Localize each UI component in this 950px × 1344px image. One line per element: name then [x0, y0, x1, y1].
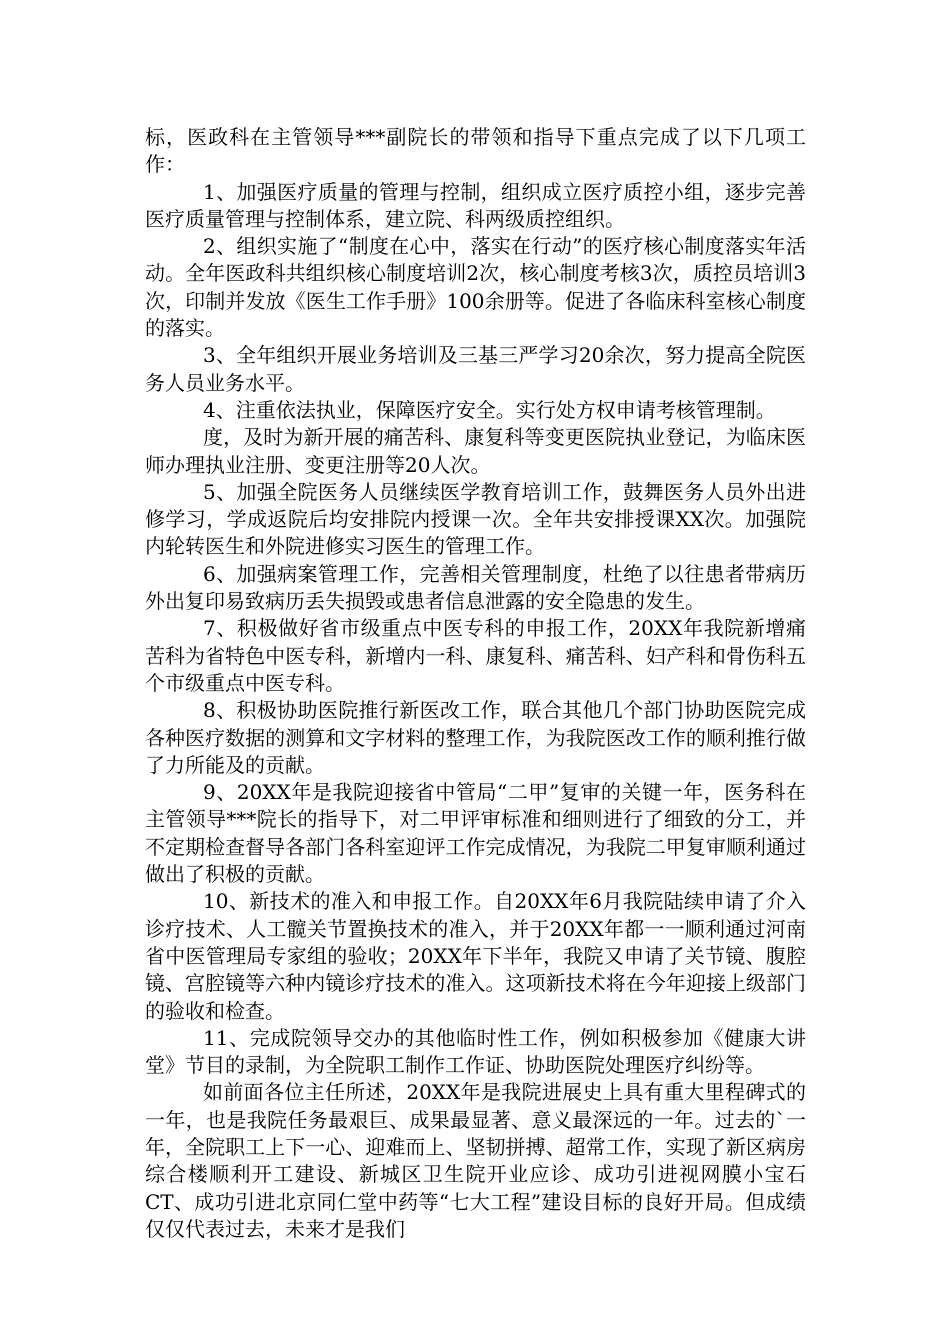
paragraph-item-8: 8、积极协助医院推行新医改工作，联合其他几个部门协助医院完成各种医疗数据的测算和文字材料的整理工作，为我院医改工作的顺利推行做了力所能及的贡献。 [145, 698, 806, 777]
paragraph-summary: 如前面各位主任所述，20XX年是我院进展史上具有重大里程碑式的一年，也是我院任务最艰巨、成果最显著、意义最深远的一年。过去的`一年，全院职工上下一心、迎难而上、坚韧拼搏、超常工作，实现了新区病房综合楼顺利开工建设、新城区卫生院开业应诊、成功引进视网膜小宝石CT、成功引进北京同仁堂中药等“七大工程”建设目标的良好开局。但成绩仅仅代表过去，未来才是我们 [145, 1080, 806, 1241]
paragraph-item-11: 11、完成院领导交办的其他临时性工作，例如积极参加《健康大讲堂》节目的录制，为全院职工制作工作证、协助医院处理医疗纠纷等。 [145, 1025, 806, 1078]
paragraph-item-5: 5、加强全院医务人员继续医学教育培训工作，鼓舞医务人员外出进修学习，学成返院后均安排院内授课一次。全年共安排授课XX次。加强院内轮转医生和外院进修实习医生的管理工作。 [145, 479, 806, 559]
paragraph-item-1: 1、加强医疗质量的管理与控制，组织成立医疗质控小组，逐步完善医疗质量管理与控制体系，建立院、科两级质控组织。 [145, 179, 806, 231]
paragraph-item-6: 6、加强病案管理工作，完善相关管理制度，杜绝了以往患者带病历外出复印易致病历丢失损毁或患者信息泄露的安全隐患的发生。 [145, 561, 806, 614]
paragraph-item-9: 9、20XX年是我院迎接省中管局“二甲”复审的关键一年，医务科在主管领导***院长的指导下，对二甲评审标准和细则进行了细致的分工，并不定期检查督导各部门各科室迎评工作完成情况，为我院二甲复审顺利通过做出了积极的贡献。 [145, 780, 806, 887]
paragraph-item-7: 7、积极做好省市级重点中医专科的申报工作，20XX年我院新增痛苦科为省特色中医专科，新增内一科、康复科、痛苦科、妇产科和骨伤科五个市级重点中医专科。 [145, 616, 806, 695]
paragraph-item-10: 10、新技术的准入和申报工作。自20XX年6月我院陆续申请了介入诊疗技术、人工髋关节置换技术的准入，并于20XX年都一一顺利通过河南省中医管理局专家组的验收；20XX年下半年，我院又申请了关节镜、腹腔镜、宫腔镜等六种内镜诊疗技术的准入。这项新技术将在今年迎接上级部门的验收和检查。 [145, 889, 806, 1023]
paragraph-item-3: 3、全年组织开展业务培训及三基三严学习20余次，努力提高全院医务人员业务水平。 [145, 343, 806, 395]
paragraph-item-2: 2、组织实施了“制度在心中，落实在行动”的医疗核心制度落实年活动。全年医政科共组织核心制度培训2次，核心制度考核3次，质控员培训3次，印制并发放《医生工作手册》100余册等。促进了各临床科室核心制度的落实。 [145, 234, 806, 341]
paragraph-item-4-continued: 度，及时为新开展的痛苦科、康复科等变更医院执业登记，为临床医师办理执业注册、变更注册等20人次。 [145, 425, 806, 477]
paragraph-item-4: 4、注重依法执业，保障医疗安全。实行处方权申请考核管理制。 [203, 397, 776, 422]
paragraph-intro: 标，医政科在主管领导***副院长的带领和指导下重点完成了以下几项工作： [145, 125, 806, 177]
document-body [145, 124, 806, 1243]
